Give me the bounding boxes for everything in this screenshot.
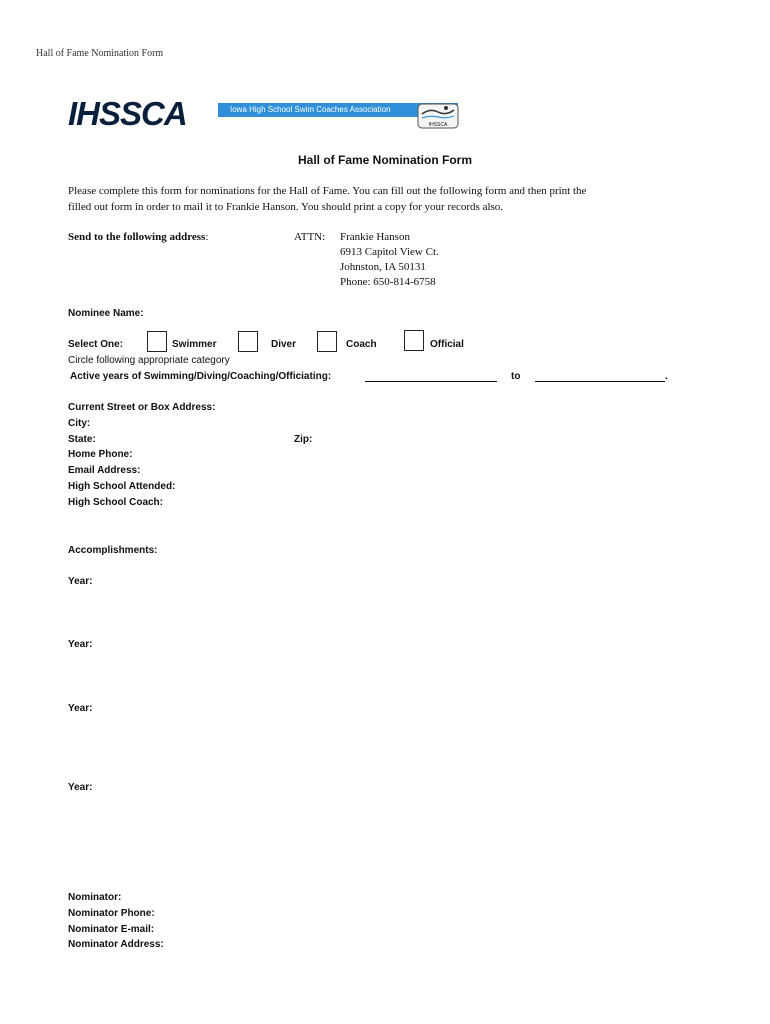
diver-option-label: Diver	[271, 339, 297, 350]
send-to-label	[68, 231, 208, 243]
address-line-name: Frankie Hanson	[340, 231, 410, 243]
intro-line-2: filled out form in order to mail it to Frankie Hanson. You should print a copy for your records also.	[68, 201, 504, 213]
swimmer-option-label: Swimmer	[172, 339, 217, 350]
nominator-label: Nominator:	[68, 892, 122, 903]
active-years-label: Active years of Swimming/Diving/Coaching/Officiating:	[70, 371, 332, 382]
swimmer-badge-icon	[416, 98, 460, 130]
year-label-2: Year:	[68, 639, 93, 650]
address-line-street: 6913 Capitol View Ct.	[340, 246, 439, 258]
zip-label: Zip:	[294, 434, 313, 445]
running-header: Hall of Fame Nomination Form	[36, 48, 164, 59]
attn-label: ATTN:	[294, 231, 326, 243]
official-option-label: Official	[430, 339, 464, 350]
high-school-attended-label: High School Attended:	[68, 481, 176, 492]
send-to-label-text: Send to the following address	[68, 231, 206, 243]
diver-checkbox[interactable]	[238, 331, 258, 352]
address-line-city: Johnston, IA 50131	[340, 261, 426, 273]
select-one-label: Select One:	[68, 339, 124, 350]
official-checkbox[interactable]	[404, 330, 424, 351]
swimmer-checkbox[interactable]	[147, 331, 167, 352]
nominee-name-label: Nominee Name:	[68, 308, 144, 319]
logo-wordmark: IHSSCA	[68, 95, 187, 132]
nominator-phone-label: Nominator Phone:	[68, 908, 155, 919]
city-label: City:	[68, 418, 91, 429]
street-address-label: Current Street or Box Address:	[68, 402, 216, 413]
logo-badge-text: IHSSCA	[428, 122, 448, 128]
high-school-coach-label: High School Coach:	[68, 497, 163, 508]
address-line-phone: Phone: 650-814-6758	[340, 276, 436, 288]
state-label: State:	[68, 434, 96, 445]
active-years-to-label: to	[511, 371, 521, 382]
active-years-period: .	[665, 371, 668, 382]
coach-checkbox[interactable]	[317, 331, 337, 352]
logo-tagline: Iowa High School Swim Coaches Association	[230, 105, 391, 114]
coach-option-label: Coach	[346, 339, 377, 350]
email-address-label: Email Address:	[68, 465, 141, 476]
year-label-3: Year:	[68, 703, 93, 714]
home-phone-label: Home Phone:	[68, 449, 133, 460]
form-title: Hall of Fame Nomination Form	[297, 153, 472, 167]
nominator-email-label: Nominator E-mail:	[68, 924, 155, 935]
send-to-label-colon: :	[205, 231, 209, 243]
circle-category-note: Circle following appropriate category	[68, 355, 230, 366]
active-years-start-field[interactable]	[365, 371, 497, 382]
ihssca-logo	[68, 96, 462, 132]
intro-line-1: Please complete this form for nominations for the Hall of Fame. You can fill out the following form and then print the	[68, 185, 587, 197]
active-years-end-field[interactable]	[535, 371, 665, 382]
year-label-1: Year:	[68, 576, 93, 587]
accomplishments-label: Accomplishments:	[68, 545, 158, 556]
year-label-4: Year:	[68, 782, 93, 793]
nominator-address-label: Nominator Address:	[68, 939, 164, 950]
